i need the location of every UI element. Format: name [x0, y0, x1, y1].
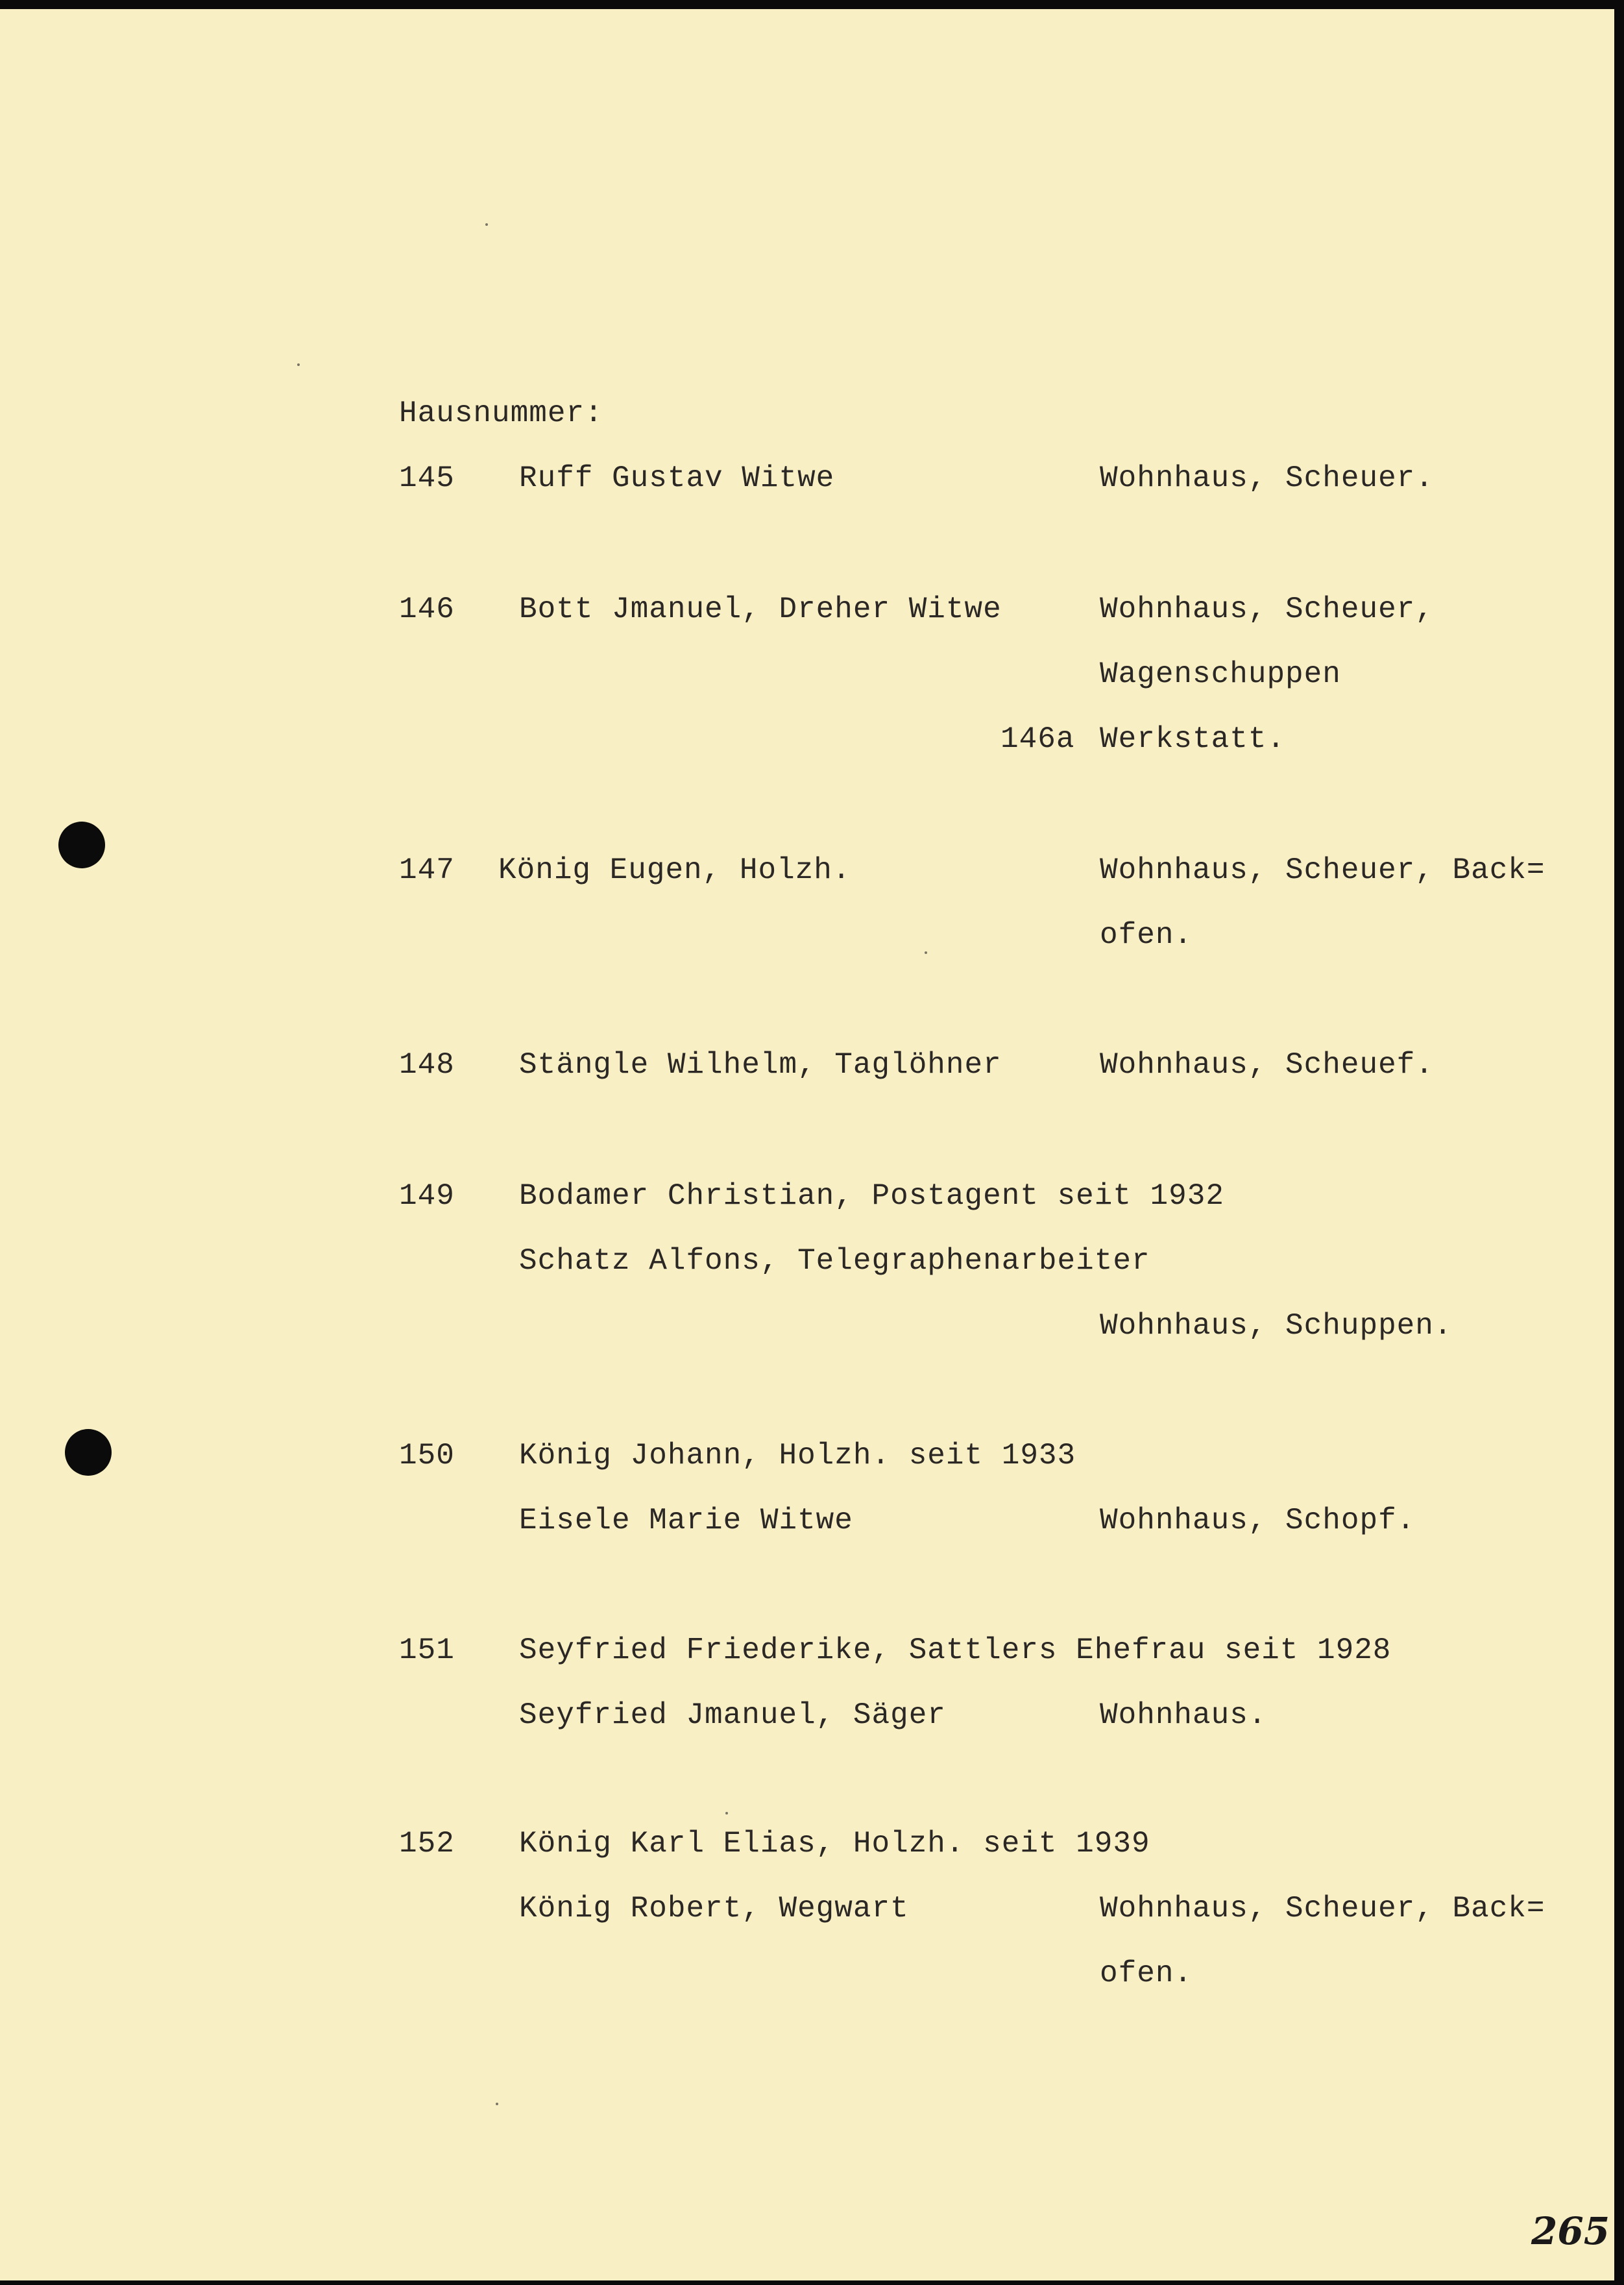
resident: Bodamer Christian, Postagent seit 1932 — [519, 1179, 1224, 1213]
paper-speck — [496, 2103, 498, 2105]
paper-speck — [725, 1812, 728, 1815]
buildings: Wohnhaus, Scheuer, Back= — [1100, 1892, 1545, 1925]
paper-speck — [925, 951, 927, 954]
document-page — [0, 9, 1614, 2280]
buildings: Wohnhaus, Scheuer, — [1100, 593, 1434, 626]
resident: König Johann, Holzh. seit 1933 — [519, 1439, 1076, 1472]
house-number: 152 — [399, 1827, 455, 1861]
resident: Schatz Alfons, Telegraphenarbeiter — [519, 1244, 1150, 1278]
buildings: Wohnhaus, Scheuer. — [1100, 461, 1434, 495]
house-number: 150 — [399, 1439, 455, 1472]
buildings: Wohnhaus, Schopf. — [1100, 1504, 1416, 1537]
buildings: ofen. — [1100, 918, 1193, 952]
buildings: ofen. — [1100, 1957, 1193, 1990]
house-number: 149 — [399, 1179, 455, 1213]
buildings: Wohnhaus. — [1100, 1698, 1267, 1732]
page-number: 265 — [1531, 2209, 1610, 2253]
buildings: Werkstatt. — [1100, 722, 1286, 756]
resident: Seyfried Jmanuel, Säger — [519, 1698, 946, 1732]
punch-hole — [58, 822, 105, 868]
buildings: Wohnhaus, Scheuer, Back= — [1100, 853, 1545, 887]
house-number: 151 — [399, 1633, 455, 1667]
resident: König Eugen, Holzh. — [498, 853, 851, 887]
buildings: Wohnhaus, Schuppen. — [1100, 1309, 1453, 1343]
resident: Stängle Wilhelm, Taglöhner — [519, 1048, 1002, 1082]
heading: Hausnummer: — [399, 397, 603, 430]
sub-house-number: 146a — [1000, 722, 1075, 756]
resident: König Karl Elias, Holzh. seit 1939 — [519, 1827, 1150, 1861]
house-number: 146 — [399, 593, 455, 626]
house-number: 148 — [399, 1048, 455, 1082]
resident: Ruff Gustav Witwe — [519, 461, 835, 495]
punch-hole — [65, 1429, 112, 1476]
buildings: Wohnhaus, Scheuef. — [1100, 1048, 1434, 1082]
resident: König Robert, Wegwart — [519, 1892, 909, 1925]
paper-speck — [485, 223, 488, 226]
house-number: 145 — [399, 461, 455, 495]
resident: Eisele Marie Witwe — [519, 1504, 853, 1537]
buildings: Wagenschuppen — [1100, 657, 1341, 691]
house-number: 147 — [399, 853, 455, 887]
paper-speck — [297, 363, 300, 366]
resident: Seyfried Friederike, Sattlers Ehefrau seit 1928 — [519, 1633, 1392, 1667]
resident: Bott Jmanuel, Dreher Witwe — [519, 593, 1002, 626]
